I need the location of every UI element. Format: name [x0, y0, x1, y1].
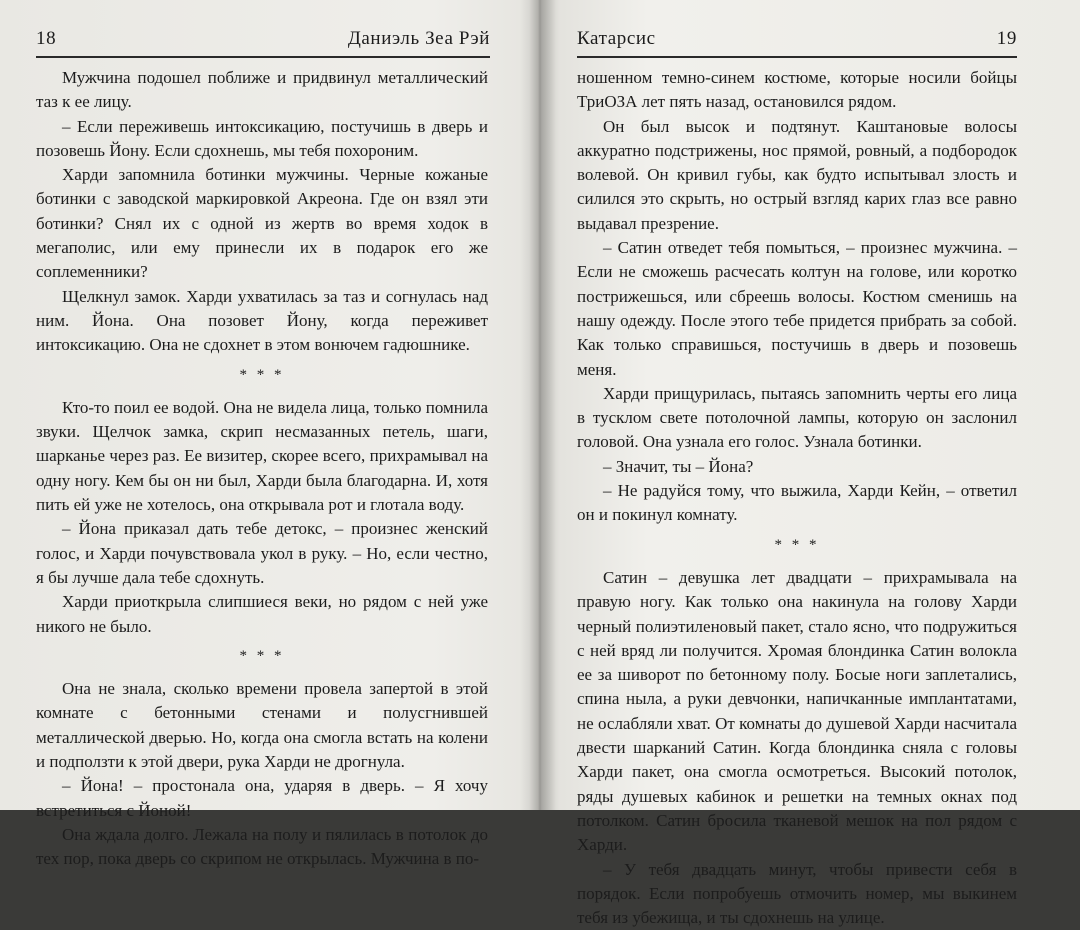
right-page [545, 0, 1080, 810]
right-page-number: 19 [997, 28, 1017, 50]
right-running-head: Катарсис [577, 28, 656, 50]
paragraph: ношенном темно-синем костюме, которые носили бойцы ТриОЗА лет пять назад, остановился рядом. [577, 66, 1017, 115]
left-page-number: 18 [36, 28, 56, 50]
paragraph: Мужчина подошел поближе и придвинул металлический таз к ее лицу. [36, 66, 488, 115]
paragraph: – Йона! – простонала она, ударяя в дверь. – Я хочу встретиться с Йоной! [36, 774, 488, 823]
paragraph: Кто-то поил ее водой. Она не видела лица, только помнила звуки. Щелчок замка, скрип несмазанных петель, шаги, шарканье через раз. Ее визитер, скорее всего, прихрамывал на одну ногу. Кем бы он ни был, Харди была благодарна. И, хотя пить ей уже не хотелось, она открывала рот и глотала воду. [36, 396, 488, 517]
right-header-rule [577, 56, 1017, 58]
left-header-rule [36, 56, 490, 58]
right-page-header [577, 28, 1017, 54]
left-page-body [36, 66, 488, 872]
paragraph: – Значит, ты – Йона? [577, 455, 1017, 479]
paragraph: Она ждала долго. Лежала на полу и пялилась в потолок до тех пор, пока дверь со скрипом не открылась. Мужчина в по- [36, 823, 488, 872]
left-running-head: Даниэль Зеа Рэй [348, 28, 490, 50]
right-page-body [577, 66, 1017, 930]
paragraph: – Не радуйся тому, что выжила, Харди Кейн, – ответил он и покинул комнату. [577, 479, 1017, 528]
section-break: * * * [36, 358, 488, 396]
paragraph: Харди прищурилась, пытаясь запомнить черты его лица в тусклом свете потолочной лампы, которую он заслонил головой. Она узнала его голос. Узнала ботинки. [577, 382, 1017, 455]
left-page [0, 0, 535, 810]
paragraph: Харди запомнила ботинки мужчины. Черные кожаные ботинки с заводской маркировкой Акреона. Где он взял эти ботинки? Снял их с одной из жертв во время ходок в мегаполис, или ему принесли их в подарок его же соплеменники? [36, 163, 488, 284]
paragraph: Она не знала, сколько времени провела запертой в этой комнате с бетонными стенами и полусгнившей металлической дверью. Но, когда она смогла встать на колени и подползти к этой двери, рука Харди не дрогнула. [36, 677, 488, 774]
paragraph: Он был высок и подтянут. Каштановые волосы аккуратно подстрижены, нос прямой, ровный, а подбородок волевой. Он кривил губы, как будто испытывал злость и силился это скрыть, но острый взгляд карих глаз все равно выдавал презрение. [577, 115, 1017, 236]
paragraph: Щелкнул замок. Харди ухватилась за таз и согнулась над ним. Йона. Она позовет Йону, когда переживет интоксикацию. Она не сдохнет в этом вонючем гадюшнике. [36, 285, 488, 358]
section-break: * * * [36, 639, 488, 677]
paragraph: Сатин – девушка лет двадцати – прихрамывала на правую ногу. Как только она накинула на голову Харди черный полиэтиленовый пакет, стало ясно, что подружиться с ней вряд ли получится. Хромая блондинка Сатин волокла ее за шиворот по бетонному полу. Босые ноги заплетались, спина ныла, а руки девчонки, напичканные имплантатами, не ослабляли хват. От комнаты до душевой Харди насчитала двести шарканий Сатин. Когда блондинка сняла с головы Харди пакет, она смогла осмотреться. Высокий потолок, ряды душевых кабинок и решетки на темных окнах под потолком. Сатин бросила тканевой мешок на пол рядом с Харди. [577, 566, 1017, 858]
section-break: * * * [577, 528, 1017, 566]
paragraph: – У тебя двадцать минут, чтобы привести себя в порядок. Если попробуешь отмочить номер, мы выкинем тебя из убежища, и ты сдохнешь на улице. [577, 858, 1017, 930]
paragraph: Харди приоткрыла слипшиеся веки, но рядом с ней уже никого не было. [36, 590, 488, 639]
paragraph: – Сатин отведет тебя помыться, – произнес мужчина. – Если не сможешь расчесать колтун на голове, или коротко пострижешься, или сбреешь волосы. Костюм сменишь на нашу одежду. После этого тебе придется прибрать за собой. Как только справишься, постучишь в дверь и позовешь меня. [577, 236, 1017, 382]
paragraph: – Йона приказал дать тебе детокс, – произнес женский голос, и Харди почувствовала укол в руку. – Но, если честно, я бы лучше дала тебе сдохнуть. [36, 517, 488, 590]
paragraph: – Если переживешь интоксикацию, постучишь в дверь и позовешь Йону. Если сдохнешь, мы тебя похороним. [36, 115, 488, 164]
left-page-header [36, 28, 490, 54]
